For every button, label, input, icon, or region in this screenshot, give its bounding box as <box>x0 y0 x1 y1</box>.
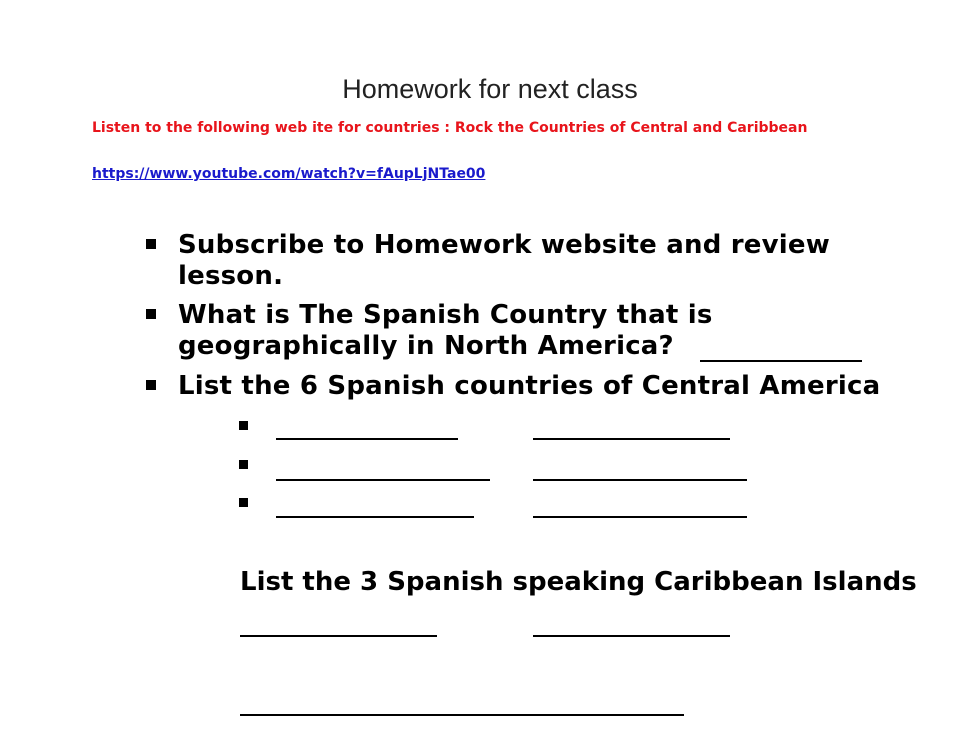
answer-blank-caribbean-2[interactable] <box>533 635 730 637</box>
answer-blank-central-2[interactable] <box>533 438 730 440</box>
answer-blank-central-3[interactable] <box>276 479 490 481</box>
sub-bullet-icon <box>239 460 248 469</box>
answer-blank-central-1[interactable] <box>276 438 458 440</box>
bullet-icon <box>146 380 156 390</box>
page-title: Homework for next class <box>342 74 638 104</box>
bullet-icon <box>146 239 156 249</box>
answer-blank-north-america[interactable] <box>700 360 862 362</box>
listen-instruction: Listen to the following web ite for countries : Rock the Countries of Central and Caribbean <box>92 120 808 136</box>
question-central-america: List the 6 Spanish countries of Central America <box>178 371 881 401</box>
question-north-america: What is The Spanish Country that is geographically in North America? <box>178 300 713 361</box>
question-subscribe: Subscribe to Homework website and review lesson. <box>178 230 830 291</box>
answer-blank-caribbean-3[interactable] <box>240 714 684 716</box>
answer-blank-central-5[interactable] <box>276 516 474 518</box>
youtube-link[interactable]: https://www.youtube.com/watch?v=fAupLjNTae00 <box>92 166 486 182</box>
answer-blank-caribbean-1[interactable] <box>240 635 437 637</box>
sub-bullet-icon <box>239 498 248 507</box>
caribbean-prompt: List the 3 Spanish speaking Caribbean Islands <box>240 567 917 597</box>
answer-blank-central-6[interactable] <box>533 516 747 518</box>
sub-bullet-icon <box>239 421 248 430</box>
answer-blank-central-4[interactable] <box>533 479 747 481</box>
bullet-icon <box>146 309 156 319</box>
